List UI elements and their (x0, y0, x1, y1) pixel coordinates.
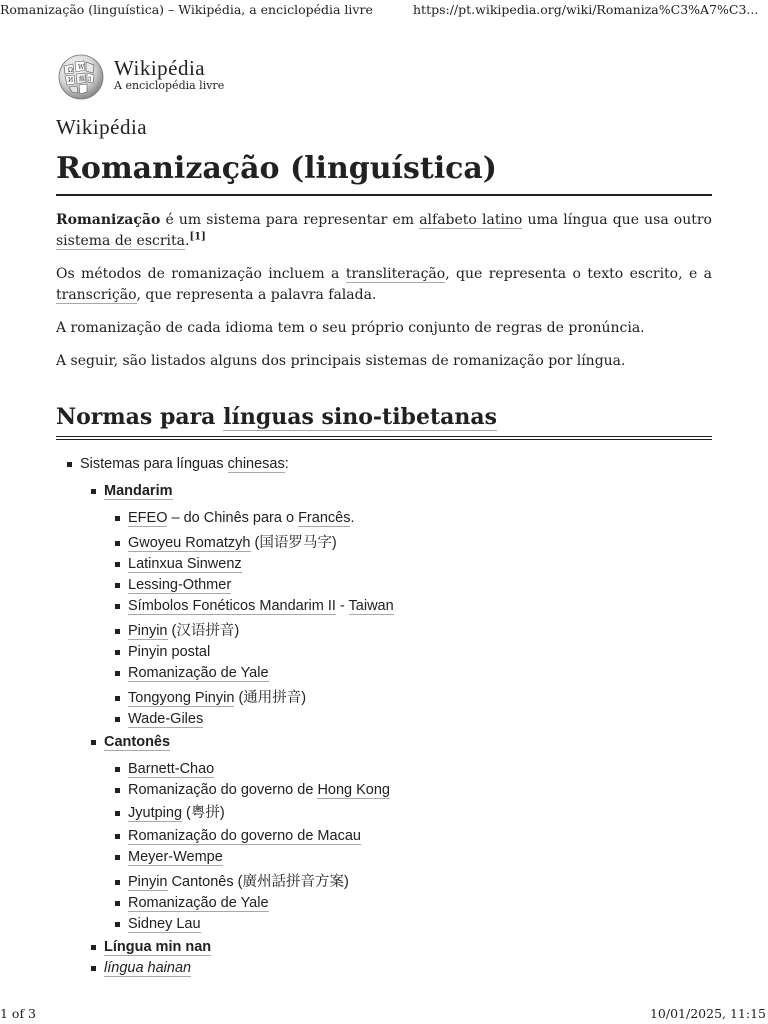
link-romanizacao-de-yale[interactable]: Romanização de Yale (128, 665, 269, 681)
bullet (91, 966, 96, 971)
print-datetime: 10/01/2025, 11:15 (649, 1006, 766, 1021)
list-row (128, 709, 712, 730)
bullet (115, 811, 120, 816)
sublist-mandarim (104, 508, 712, 730)
link-latinxua-sinwenz[interactable]: Latinxua Sinwenz (128, 556, 242, 572)
list-item (80, 958, 712, 979)
print-footer (0, 1002, 768, 1024)
list-row (128, 872, 712, 893)
link-simbolos-foneticos[interactable]: Símbolos Fonéticos Mandarim II (128, 598, 336, 614)
text: Os métodos de romanização incluem a (56, 266, 346, 282)
list-item (104, 872, 712, 893)
bullet (115, 516, 120, 521)
link-transcricao[interactable]: transcrição (56, 287, 137, 303)
logo-tagline: A enciclopédia livre (114, 79, 225, 92)
bullet (115, 788, 120, 793)
intro-paragraph (56, 210, 712, 252)
bullet (115, 901, 120, 906)
print-page-title: Romanização (linguística) – Wikipédia, a enciclopédia livre (0, 2, 373, 17)
list-row (104, 937, 712, 958)
list-row (128, 893, 712, 914)
list-item (104, 596, 712, 617)
text: , que representa o texto escrito, e a (445, 266, 712, 282)
site-name: Wikipédia (56, 115, 148, 139)
link-linguas-sino-tibetanas[interactable]: línguas sino-tibetanas (223, 404, 497, 430)
list-item (104, 533, 712, 554)
bullet (115, 604, 120, 609)
list-item (104, 780, 712, 801)
link-meyer-wempe[interactable]: Meyer-Wempe (128, 849, 223, 865)
link-gwoyeu-romatzyh[interactable]: Gwoyeu Romatzyh (128, 535, 251, 551)
link-efeo[interactable]: EFEO (128, 510, 168, 526)
text: (通用拼音) (234, 690, 307, 706)
list-row (80, 454, 712, 475)
page-title: Romanização (linguística) (56, 148, 712, 196)
list-item (104, 642, 712, 663)
svg-text:ვ: ვ (88, 75, 92, 82)
list-row (128, 533, 712, 554)
link-taiwan[interactable]: Taiwan (348, 598, 394, 614)
link-sistema-de-escrita[interactable]: sistema de escrita (56, 233, 185, 249)
bullet (115, 583, 120, 588)
bullet (115, 717, 120, 722)
list-row (128, 596, 712, 617)
list-row (128, 847, 712, 868)
list-row (128, 914, 712, 935)
link-romanizacao-de-yale-cantones[interactable]: Romanização de Yale (128, 895, 269, 911)
link-cantones[interactable]: Cantonês (104, 734, 171, 750)
wikipedia-globe-icon (56, 52, 106, 100)
svg-text:Ω: Ω (68, 67, 73, 74)
bullet (115, 834, 120, 839)
link-pinyin-cantones[interactable]: Pinyin (128, 874, 168, 890)
link-transliteracao[interactable]: transliteração (345, 266, 446, 282)
list-row (104, 732, 712, 753)
list-item (104, 914, 712, 935)
text: (汉语拼音) (167, 623, 240, 639)
bullet (115, 922, 120, 927)
list-item (80, 481, 712, 730)
bullet (115, 767, 120, 772)
list-item (104, 759, 712, 780)
text: . (350, 510, 355, 526)
bullet (91, 945, 96, 950)
link-chinesas[interactable]: chinesas (227, 456, 285, 472)
section-heading (56, 401, 712, 440)
list-row (128, 759, 712, 780)
paragraph-methods (56, 264, 712, 306)
bullet (67, 462, 72, 467)
list-item (56, 454, 712, 979)
reference-1[interactable]: [1] (189, 231, 206, 243)
list-item (104, 621, 712, 642)
svg-text:И: И (68, 77, 74, 84)
text: , que representa a palavra falada. (136, 287, 377, 303)
bullet (91, 740, 96, 745)
link-lingua-hainan[interactable]: língua hainan (104, 960, 192, 976)
link-hong-kong[interactable]: Hong Kong (317, 782, 390, 798)
print-header (0, 0, 768, 22)
link-governo-de-macau[interactable]: Romanização do governo de Macau (128, 828, 361, 844)
text: - (335, 598, 349, 614)
list-row (128, 780, 712, 801)
list-item (104, 663, 712, 684)
svg-text:W: W (78, 64, 85, 71)
svg-text:維: 維 (79, 76, 86, 83)
article-content (56, 148, 712, 979)
text: Cantonês (廣州話拼音方案) (167, 874, 349, 890)
bullet (91, 489, 96, 494)
bullet (115, 650, 120, 655)
list-item (104, 709, 712, 730)
bullet (115, 541, 120, 546)
pinyin-postal: Pinyin postal (128, 644, 211, 660)
list-item (80, 937, 712, 958)
logo-wordmark: Wikipédia (114, 56, 206, 80)
link-mandarim[interactable]: Mandarim (104, 483, 173, 499)
list-row (104, 481, 712, 502)
list-row (128, 826, 712, 847)
sublist (80, 481, 712, 979)
bullet (115, 855, 120, 860)
list-row (128, 688, 712, 709)
bullet (115, 880, 120, 885)
bold-term: Romanização (56, 212, 161, 228)
text: Normas para (56, 404, 224, 430)
bullet (115, 696, 120, 701)
text: . (184, 233, 190, 249)
link-jyutping[interactable]: Jyutping (128, 805, 183, 821)
list-row (128, 508, 712, 529)
bullet (115, 562, 120, 567)
list-item (104, 575, 712, 596)
list-item (104, 554, 712, 575)
paragraph-rules: A romanização de cada idioma tem o seu próprio conjunto de regras de pronúncia. (56, 320, 645, 336)
text: (粤拼) (182, 805, 225, 821)
text: é um sistema para representar em (160, 212, 420, 228)
romanization-list (56, 454, 712, 979)
sublist-cantones (104, 759, 712, 935)
link-pinyin[interactable]: Pinyin (128, 623, 168, 639)
text: : (284, 456, 289, 472)
list-row (128, 575, 712, 596)
text: Romanização do governo de (128, 782, 318, 798)
list-item (80, 732, 712, 935)
list-row (128, 621, 712, 642)
text: (国语罗马字) (250, 535, 337, 551)
list-row (128, 554, 712, 575)
link-wade-giles[interactable]: Wade-Giles (128, 711, 204, 727)
bullet (115, 671, 120, 676)
list-item (104, 688, 712, 709)
text: Sistemas para línguas (80, 456, 228, 472)
text: – do Chinês para o (167, 510, 299, 526)
link-tongyong-pinyin[interactable]: Tongyong Pinyin (128, 690, 235, 706)
link-lingua-min-nan[interactable]: Língua min nan (104, 939, 212, 955)
text: uma língua que usa outro (522, 212, 712, 228)
paragraph-list-intro: A seguir, são listados alguns dos principais sistemas de romanização por língua. (56, 353, 626, 369)
list-row (128, 803, 712, 824)
link-frances[interactable]: Francês (298, 510, 351, 526)
list-item (104, 508, 712, 529)
print-page-url: https://pt.wikipedia.org/wiki/Romaniza%C3%A7%C3... (413, 2, 759, 17)
link-lessing-othmer[interactable]: Lessing-Othmer (128, 577, 232, 593)
page-number: 1 of 3 (0, 1006, 37, 1021)
link-sidney-lau[interactable]: Sidney Lau (128, 916, 201, 932)
bullet (115, 629, 120, 634)
list-item (104, 893, 712, 914)
list-item (104, 847, 712, 868)
list-row (104, 958, 712, 979)
link-alfabeto-latino[interactable]: alfabeto latino (419, 212, 523, 228)
list-item (104, 826, 712, 847)
link-barnett-chao[interactable]: Barnett-Chao (128, 761, 215, 777)
list-item (104, 803, 712, 824)
list-row (128, 663, 712, 684)
